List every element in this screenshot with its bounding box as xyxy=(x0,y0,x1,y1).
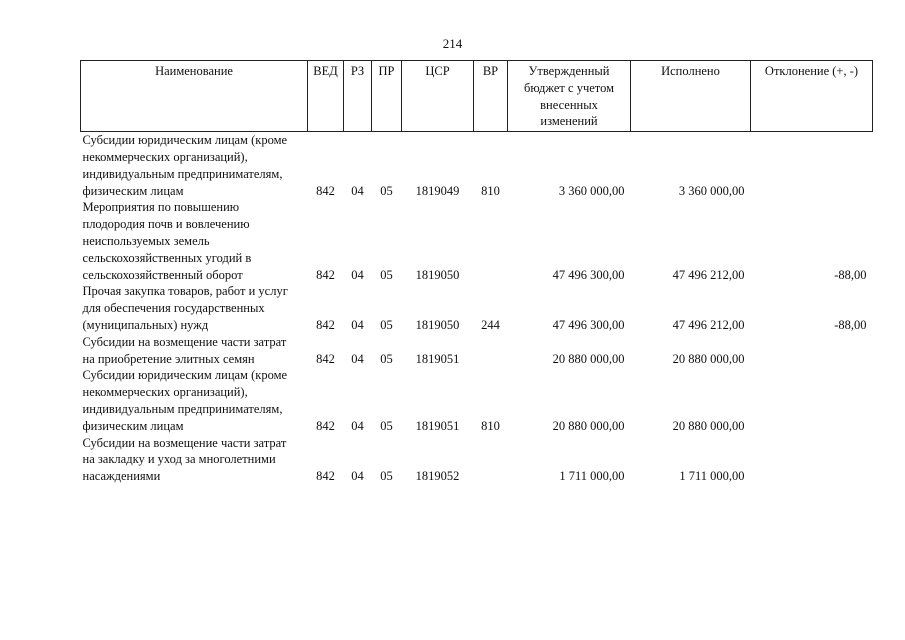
row-vr: 244 xyxy=(481,317,500,332)
row-budget: 3 360 000,00 xyxy=(558,183,625,198)
row-csr: 1819051 xyxy=(415,351,460,366)
row-executed: 47 496 212,00 xyxy=(672,317,745,332)
header-name: Наименование xyxy=(81,61,308,132)
header-rz: РЗ xyxy=(344,61,372,132)
row-ved: 842 xyxy=(316,267,335,282)
row-ved: 842 xyxy=(316,469,335,484)
row-deviation xyxy=(751,367,873,434)
row-vr: 810 xyxy=(481,183,500,198)
header-pr: ПР xyxy=(372,61,402,132)
row-deviation: -88,00 xyxy=(834,317,867,332)
table-row xyxy=(81,435,873,485)
row-name: Субсидии юридическим лицам (кроме некоммерческих организаций), индивидуальным предпринимателям, физическим лицам xyxy=(82,368,288,433)
row-budget: 1 711 000,00 xyxy=(559,469,625,484)
row-budget: 20 880 000,00 xyxy=(552,351,625,366)
table-row xyxy=(81,334,873,368)
row-rz: 04 xyxy=(351,317,364,332)
row-pr: 05 xyxy=(380,267,393,282)
row-csr: 1819050 xyxy=(415,267,460,282)
table-header xyxy=(81,61,873,132)
row-pr: 05 xyxy=(380,183,393,198)
budget-table xyxy=(80,60,873,485)
row-rz: 04 xyxy=(351,351,364,366)
row-deviation xyxy=(751,132,873,200)
row-pr: 05 xyxy=(380,418,393,433)
row-vr xyxy=(474,435,508,485)
table-row xyxy=(81,367,873,434)
row-budget: 47 496 300,00 xyxy=(552,267,625,282)
row-rz: 04 xyxy=(351,418,364,433)
table-row xyxy=(81,132,873,200)
row-deviation xyxy=(751,334,873,368)
row-executed: 3 360 000,00 xyxy=(678,183,745,198)
row-csr: 1819051 xyxy=(415,418,460,433)
row-vr: 810 xyxy=(481,418,500,433)
table-row xyxy=(81,199,873,283)
header-vr: ВР xyxy=(474,61,508,132)
row-ved: 842 xyxy=(316,351,335,366)
row-rz: 04 xyxy=(351,469,364,484)
row-deviation xyxy=(751,435,873,485)
row-ved: 842 xyxy=(316,183,335,198)
row-name: Мероприятия по повышению плодородия почв и вовлечению неиспользуемых земель сельскохозяйственных угодий в сельскохозяйственный оборот xyxy=(82,200,252,282)
header-ved: ВЕД xyxy=(308,61,344,132)
row-executed: 47 496 212,00 xyxy=(672,267,745,282)
row-vr xyxy=(474,199,508,283)
row-pr: 05 xyxy=(380,351,393,366)
row-csr: 1819052 xyxy=(415,469,460,484)
row-name: Субсидии на возмещение части затрат на приобретение элитных семян xyxy=(82,334,287,366)
header-executed: Исполнено xyxy=(631,61,751,132)
row-name: Прочая закупка товаров, работ и услуг для обеспечения государственных (муниципальных) нужд xyxy=(82,284,288,332)
row-rz: 04 xyxy=(351,267,364,282)
row-ved: 842 xyxy=(316,317,335,332)
row-executed: 20 880 000,00 xyxy=(672,418,745,433)
row-budget: 47 496 300,00 xyxy=(552,317,625,332)
row-ved: 842 xyxy=(316,418,335,433)
header-budget: Утвержденный бюджет с учетом внесенных изменений xyxy=(508,61,631,132)
row-executed: 20 880 000,00 xyxy=(672,351,745,366)
row-name: Субсидии юридическим лицам (кроме некоммерческих организаций), индивидуальным предпринимателям, физическим лицам xyxy=(82,133,288,198)
table-row xyxy=(81,283,873,333)
row-name: Субсидии на возмещение части затрат на закладку и уход за многолетними насаждениями xyxy=(82,435,287,484)
row-csr: 1819049 xyxy=(415,183,460,198)
page-number: 214 xyxy=(442,36,463,51)
table-body xyxy=(81,132,873,485)
header-deviation: Отклонение (+, -) xyxy=(751,61,873,132)
row-csr: 1819050 xyxy=(415,317,460,332)
row-pr: 05 xyxy=(380,469,393,484)
row-pr: 05 xyxy=(380,317,393,332)
row-executed: 1 711 000,00 xyxy=(679,469,745,484)
row-budget: 20 880 000,00 xyxy=(552,418,625,433)
row-vr xyxy=(474,334,508,368)
row-rz: 04 xyxy=(351,183,364,198)
row-deviation: -88,00 xyxy=(834,267,867,282)
header-csr: ЦСР xyxy=(402,61,474,132)
